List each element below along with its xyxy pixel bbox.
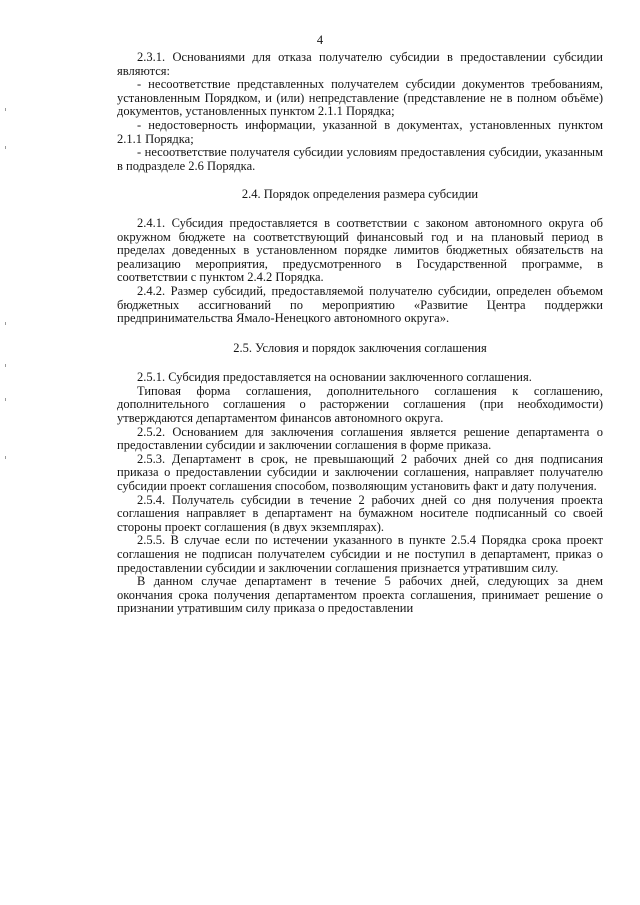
clause-2-5-1: 2.5.1. Субсидия предоставляется на основании заключенного соглашения. [137,370,532,385]
clause-2-5-4: 2.5.4. Получатель субсидии в течение 2 рабочих дней со дня получения проекта соглашения направляет в департамент на бумажном носителе подписанный со своей стороны проект соглашения (в двух экземплярах). [117,492,603,534]
scan-margin-marks [3,0,11,905]
clause-2-5-3: 2.5.3. Департамент в срок, не превышающий 2 рабочих дней со дня подписания приказа о предоставлении субсидии и заключении соглашения, направляет получателю субсидии проект соглашения способом, позволяющим установить факт и дату получения. [117,451,603,494]
section-heading-2-4: 2.4. Порядок определения размера субсидии [241,187,479,202]
section-heading-2-5: 2.5. Условия и порядок заключения соглашения [233,340,487,355]
clause-2-4-1: 2.4.1. Субсидия предоставляется в соответствии с законом автономного округа об окружном бюджете на соответствующий финансовый год и на плановый период в пределах доведенных в установленном порядке лимитов бюджетных обязательств на реализацию мероприятия, предусмотренного в Государственной программе, в соответствии с пунктом 2.4.2 Порядка. [117,215,603,285]
refusal-ground-item: - несоответствие получателя субсидии условиям предоставления субсидии, указанным в подразделе 2.6 Порядка. [117,145,603,173]
page-number: 4 [316,33,324,47]
clause-2-5-2: 2.5.2. Основанием для заключения соглашения является решение департамента о предоставлении субсидии и заключении соглашения в форме приказа. [117,424,603,453]
clause-2-4-2: 2.4.2. Размер субсидий, предоставляемой получателю субсидии, определен объемом бюджетных ассигнований по мероприятию «Развитие Центра поддержки предпринимательства Ямало-Ненецкого автономного округа». [117,283,603,326]
clause-2-5-1-continued: Типовая форма соглашения, дополнительного соглашения к соглашению, дополнительного соглашения о расторжении соглашения (при необходимости) утверждаются департаментом финансов автономного округа. [117,383,603,426]
clause-2-5-5-continued: В данном случае департамент в течение 5 рабочих дней, следующих за днем окончания срока получения департаментом проекта соглашения, принимает решение о признании утратившим силу приказа о предоставлении [117,574,603,616]
refusal-ground-item: - несоответствие представленных получателем субсидии документов требованиям, установленным Порядком, и (или) непредставление (представление не в полном объёме) документов, установленных пунктом 2.1.1 Порядка; [117,77,603,119]
clause-2-5-5: 2.5.5. В случае если по истечении указанного в пункте 2.5.4 Порядка срока проект соглашения не подписан получателем субсидии и не поступил в департамент, приказ о предоставлении субсидии и заключении соглашения признается утратившим силу. [117,533,603,575]
clause-2-3-1-lead: 2.3.1. Основаниями для отказа получателю субсидии в предоставлении субсидии являются: [117,50,603,78]
refusal-ground-item: - недостоверность информации, указанной в документах, установленных пунктом 2.1.1 Порядка; [117,117,603,146]
document-body [117,51,603,616]
